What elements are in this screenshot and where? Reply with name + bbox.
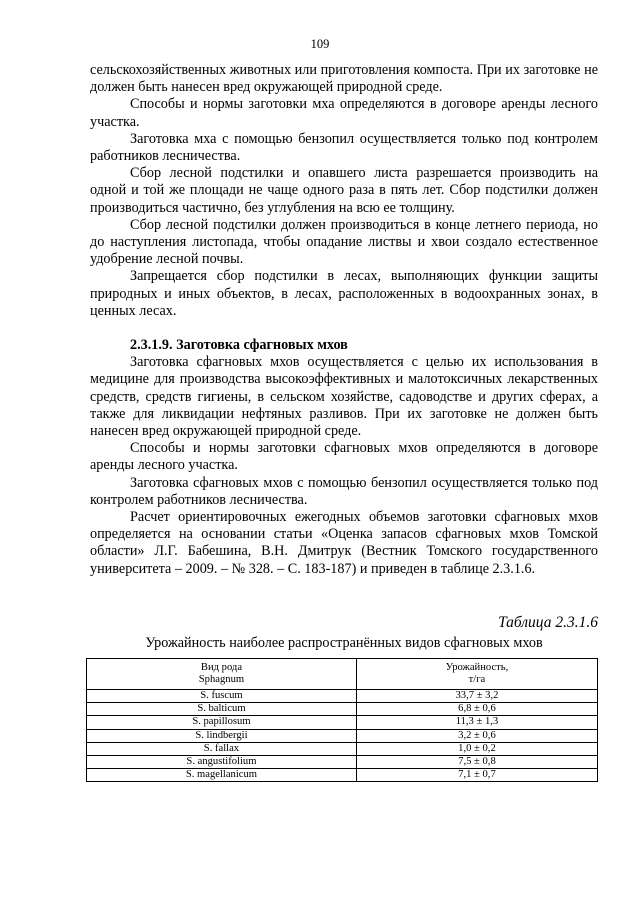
species-cell: S. angustifolium	[87, 756, 357, 769]
species-cell: S. balticum	[87, 703, 357, 716]
paragraph: Заготовка сфагновых мхов с помощью бензопил осуществляется только под контролем работников лесничества.	[90, 474, 598, 508]
species-cell: S. lindbergii	[87, 729, 357, 742]
paragraph: Заготовка сфагновых мхов осуществляется с целью их использования в медицине для производства высокоэффективных и малотоксичных лекарственных средств, средств гигиены, в сельском хозяйстве, садоводстве и других сферах, а также для ликвидации нефтяных разливов. При их заготовке не должен быть нанесен вред окружающей природной среде.	[90, 354, 598, 440]
paragraph: Запрещается сбор подстилки в лесах, выполняющих функции защиты природных и иных объектов, в лесах, расположенных в водоохранных зонах, в ценных лесах.	[90, 268, 598, 319]
table-row	[87, 756, 598, 769]
yield-cell: 1,0 ± 0,2	[356, 742, 597, 755]
paragraph: Способы и нормы заготовки сфагновых мхов определяются в договоре аренды лесного участка.	[90, 440, 598, 474]
yield-cell: 7,5 ± 0,8	[356, 756, 597, 769]
header-text: Sphagnum	[198, 674, 245, 685]
page-number: 109	[310, 37, 330, 51]
yield-cell: 33,7 ± 3,2	[356, 690, 597, 703]
yield-cell: 3,2 ± 0,6	[356, 729, 597, 742]
table-row	[87, 690, 598, 703]
table-row	[87, 742, 598, 755]
paragraph: Заготовка мха с помощью бензопил осуществляется только под контролем работников лесничества.	[90, 130, 598, 165]
paragraph: Способы и нормы заготовки мха определяются в договоре аренды лесного участка.	[90, 96, 598, 130]
species-cell: S. magellanicum	[87, 769, 357, 782]
body-text	[90, 62, 598, 578]
table-header-yield	[356, 659, 597, 690]
yield-cell: 6,8 ± 0,6	[356, 703, 597, 716]
table-header-species	[87, 659, 357, 690]
header-text: т/га	[468, 674, 486, 685]
species-cell: S. fuscum	[87, 690, 357, 703]
table-row	[87, 703, 598, 716]
yield-cell: 11,3 ± 1,3	[356, 716, 597, 729]
species-cell: S. fallax	[87, 742, 357, 755]
paragraph: Сбор лесной подстилки и опавшего листа разрешается производить на одной и той же площади не чаще одного раза в пять лет. Сбор подстилки должен производиться частично, без углубления на всю ее толщину.	[90, 165, 598, 216]
paragraph: сельскохозяйственных животных или приготовления компоста. При их заготовке не должен быть нанесен вред окружающей природной среде.	[90, 62, 598, 96]
section-heading: 2.3.1.9. Заготовка сфагновых мхов	[130, 337, 348, 354]
header-text: Урожайность,	[445, 661, 509, 673]
paragraph: Сбор лесной подстилки должен производиться в конце летнего периода, но до наступления листопада, чтобы опадание листвы и хвои создало естественное удобрение лесной почвы.	[90, 216, 598, 268]
table-header-row	[87, 659, 598, 690]
yield-table	[86, 658, 598, 782]
table-row	[87, 729, 598, 742]
table-caption: Таблица 2.3.1.6	[498, 614, 598, 631]
paragraph: Расчет ориентировочных ежегодных объемов заготовки сфагновых мхов определяется на основании статьи «Оценка запасов сфагновых мхов Томской области» Л.Г. Бабешина, В.Н. Дмитрук (Вестник Томского государственного университета – 2009. – № 328. – С. 183-187) и приведен в таблице 2.3.1.6.	[90, 509, 598, 577]
yield-cell: 7,1 ± 0,7	[356, 769, 597, 782]
table-row	[87, 716, 598, 729]
species-cell: S. papillosum	[87, 716, 357, 729]
header-text: Вид рода	[200, 661, 243, 673]
table-title: Урожайность наиболее распространённых видов сфагновых мхов	[145, 635, 543, 651]
table-row	[87, 769, 598, 782]
